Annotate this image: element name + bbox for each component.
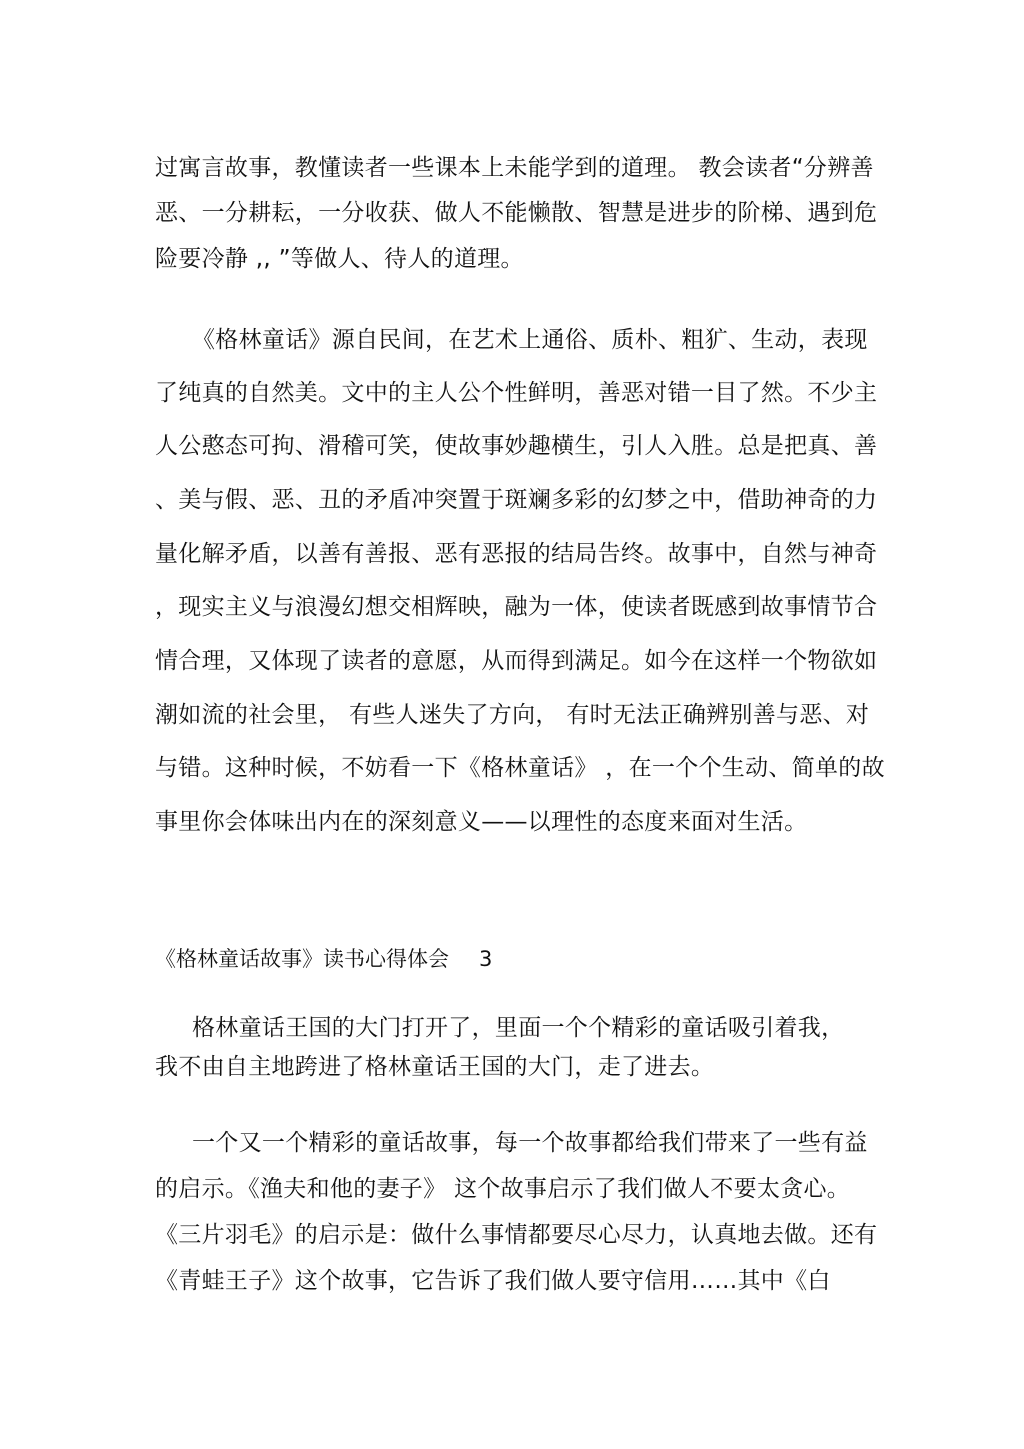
paragraph-1-line: 险要冷静 ,, ”等做人、待人的道理。 (155, 246, 524, 272)
paragraph-2-line: 情合理，又体现了读者的意愿，从而得到满足。如今在这样一个物欲如 (155, 648, 878, 674)
section-heading-title: 《格林童话故事》读书心得体会 (155, 947, 449, 971)
paragraph-1-line: 恶、一分耕耘，一分收获、做人不能懒散、智慧是进步的阶梯、遇到危 (155, 200, 878, 226)
paragraph-2-line: 与错。这种时候，不妨看一下《格林童话》 ，在一个个生动、简单的故 (155, 755, 885, 781)
paragraph-2-line: 《格林童话》源自民间，在艺术上通俗、质朴、粗犷、生动，表现 (192, 327, 868, 353)
paragraph-2-line: ，现实主义与浪漫幻想交相辉映，融为一体，使读者既感到故事情节合 (155, 594, 878, 620)
paragraph-2-line: 潮如流的社会里， 有些人迷失了方向， 有时无法正确辨别善与恶、对 (155, 702, 870, 728)
paragraph-3-line: 格林童话王国的大门打开了，里面一个个精彩的童话吸引着我， (192, 1015, 845, 1041)
paragraph-2-line: 量化解矛盾，以善有善报、恶有恶报的结局告终。故事中，自然与神奇 (155, 541, 878, 567)
paragraph-4-line: 一个又一个精彩的童话故事，每一个故事都给我们带来了一些有益 (192, 1130, 868, 1156)
paragraph-1-line: 过寓言故事，教懂读者一些课本上未能学到的道理。 教会读者“分辨善 (155, 155, 874, 181)
paragraph-4-line: 《三片羽毛》的启示是：做什么事情都要尽心尽力，认真地去做。还有 (155, 1222, 878, 1248)
paragraph-4-line: 《青蛙王子》这个故事，它告诉了我们做人要守信用……其中《白 (155, 1268, 831, 1294)
paragraph-4-line: 的启示。《渔夫和他的妻子》 这个故事启示了我们做人不要太贪心。 (155, 1176, 851, 1202)
section-heading-number: 3 (479, 947, 493, 971)
section-heading (155, 945, 492, 973)
paragraph-2-line: 、美与假、恶、丑的矛盾冲突置于斑斓多彩的幻梦之中，借助神奇的力 (155, 487, 878, 513)
paragraph-3-line: 我不由自主地跨进了格林童话王国的大门，走了进去。 (155, 1054, 715, 1080)
paragraph-2-line: 事里你会体味出内在的深刻意义——以理性的态度来面对生活。 (155, 809, 808, 835)
paragraph-2-line: 人公憨态可拘、滑稽可笑，使故事妙趣横生，引人入胜。总是把真、善 (155, 433, 878, 459)
paragraph-2-line: 了纯真的自然美。文中的主人公个性鲜明，善恶对错一目了然。不少主 (155, 380, 878, 406)
